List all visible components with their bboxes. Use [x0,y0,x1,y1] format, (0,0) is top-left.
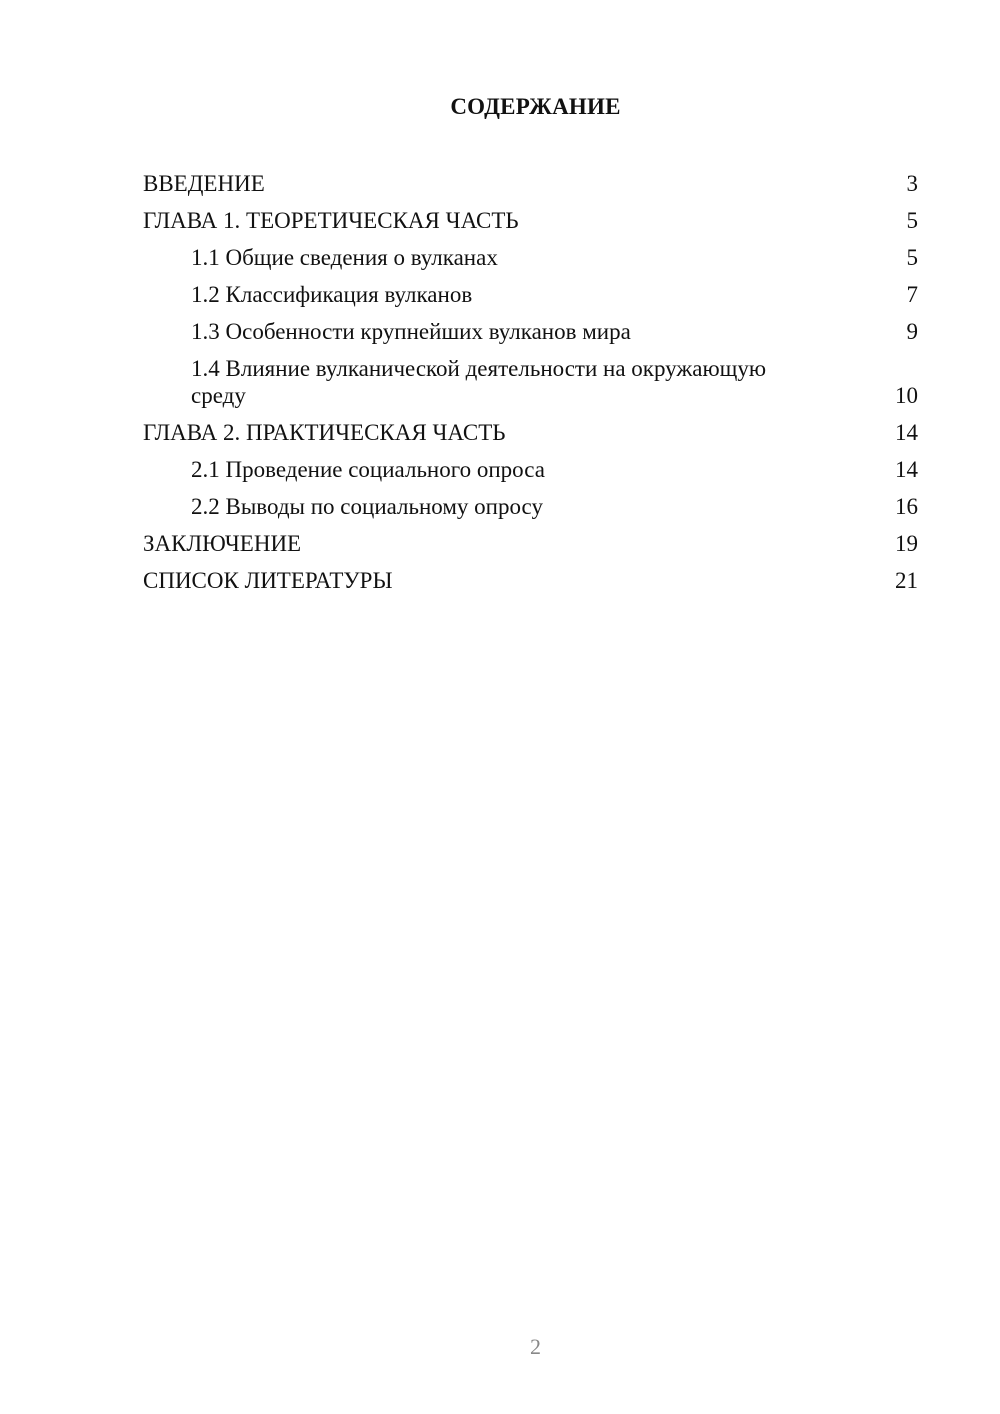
toc-entry-page: 9 [906,319,918,344]
toc-entry-label: ЗАКЛЮЧЕНИЕ [143,531,302,556]
toc-entry-section-1-4[interactable] [143,355,918,409]
toc-entry-section-1-2[interactable] [143,281,918,308]
toc-entry-label: СПИСОК ЛИТЕРАТУРЫ [143,568,393,593]
toc-title: СОДЕРЖАНИЕ [450,94,621,119]
toc-entry-page: 10 [895,383,918,408]
toc-entry-section-1-3[interactable] [143,318,918,345]
toc-entry-label: ГЛАВА 1. ТЕОРЕТИЧЕСКАЯ ЧАСТЬ [143,208,519,233]
toc-entry-page: 7 [906,282,918,307]
toc-entry-label: 1.3 Особенности крупнейших вулканов мира [191,319,631,344]
toc-entry-label: 2.1 Проведение социального опроса [191,457,545,482]
table-of-contents [143,170,918,604]
toc-entry-label: 1.2 Классификация вулканов [191,282,473,307]
toc-entry-page: 3 [906,171,918,196]
toc-entry-label: 2.2 Выводы по социальному опросу [191,494,543,519]
toc-entry-chapter-1[interactable] [143,207,918,234]
toc-entry-label: ВВЕДЕНИЕ [143,171,265,196]
page-number: 2 [530,1334,541,1359]
toc-entry-label: 1.1 Общие сведения о вулканах [191,245,498,270]
toc-entry-section-2-2[interactable] [143,493,918,520]
toc-entry-page: 5 [906,245,918,270]
toc-entry-page: 21 [895,568,918,593]
toc-entry-introduction[interactable] [143,170,918,197]
toc-entry-page: 16 [895,494,918,519]
toc-entry-page: 14 [895,457,918,482]
toc-entry-section-1-1[interactable] [143,244,918,271]
toc-entry-section-2-1[interactable] [143,456,918,483]
toc-entry-conclusion[interactable] [143,530,918,557]
toc-entry-page: 14 [895,420,918,445]
toc-entry-page: 19 [895,531,918,556]
toc-entry-references[interactable] [143,567,918,594]
toc-entry-label: 1.4 Влияние вулканической деятельности на окружающую среду [191,356,767,408]
toc-entry-page: 5 [906,208,918,233]
toc-entry-label: ГЛАВА 2. ПРАКТИЧЕСКАЯ ЧАСТЬ [143,420,506,445]
toc-entry-chapter-2[interactable] [143,419,918,446]
